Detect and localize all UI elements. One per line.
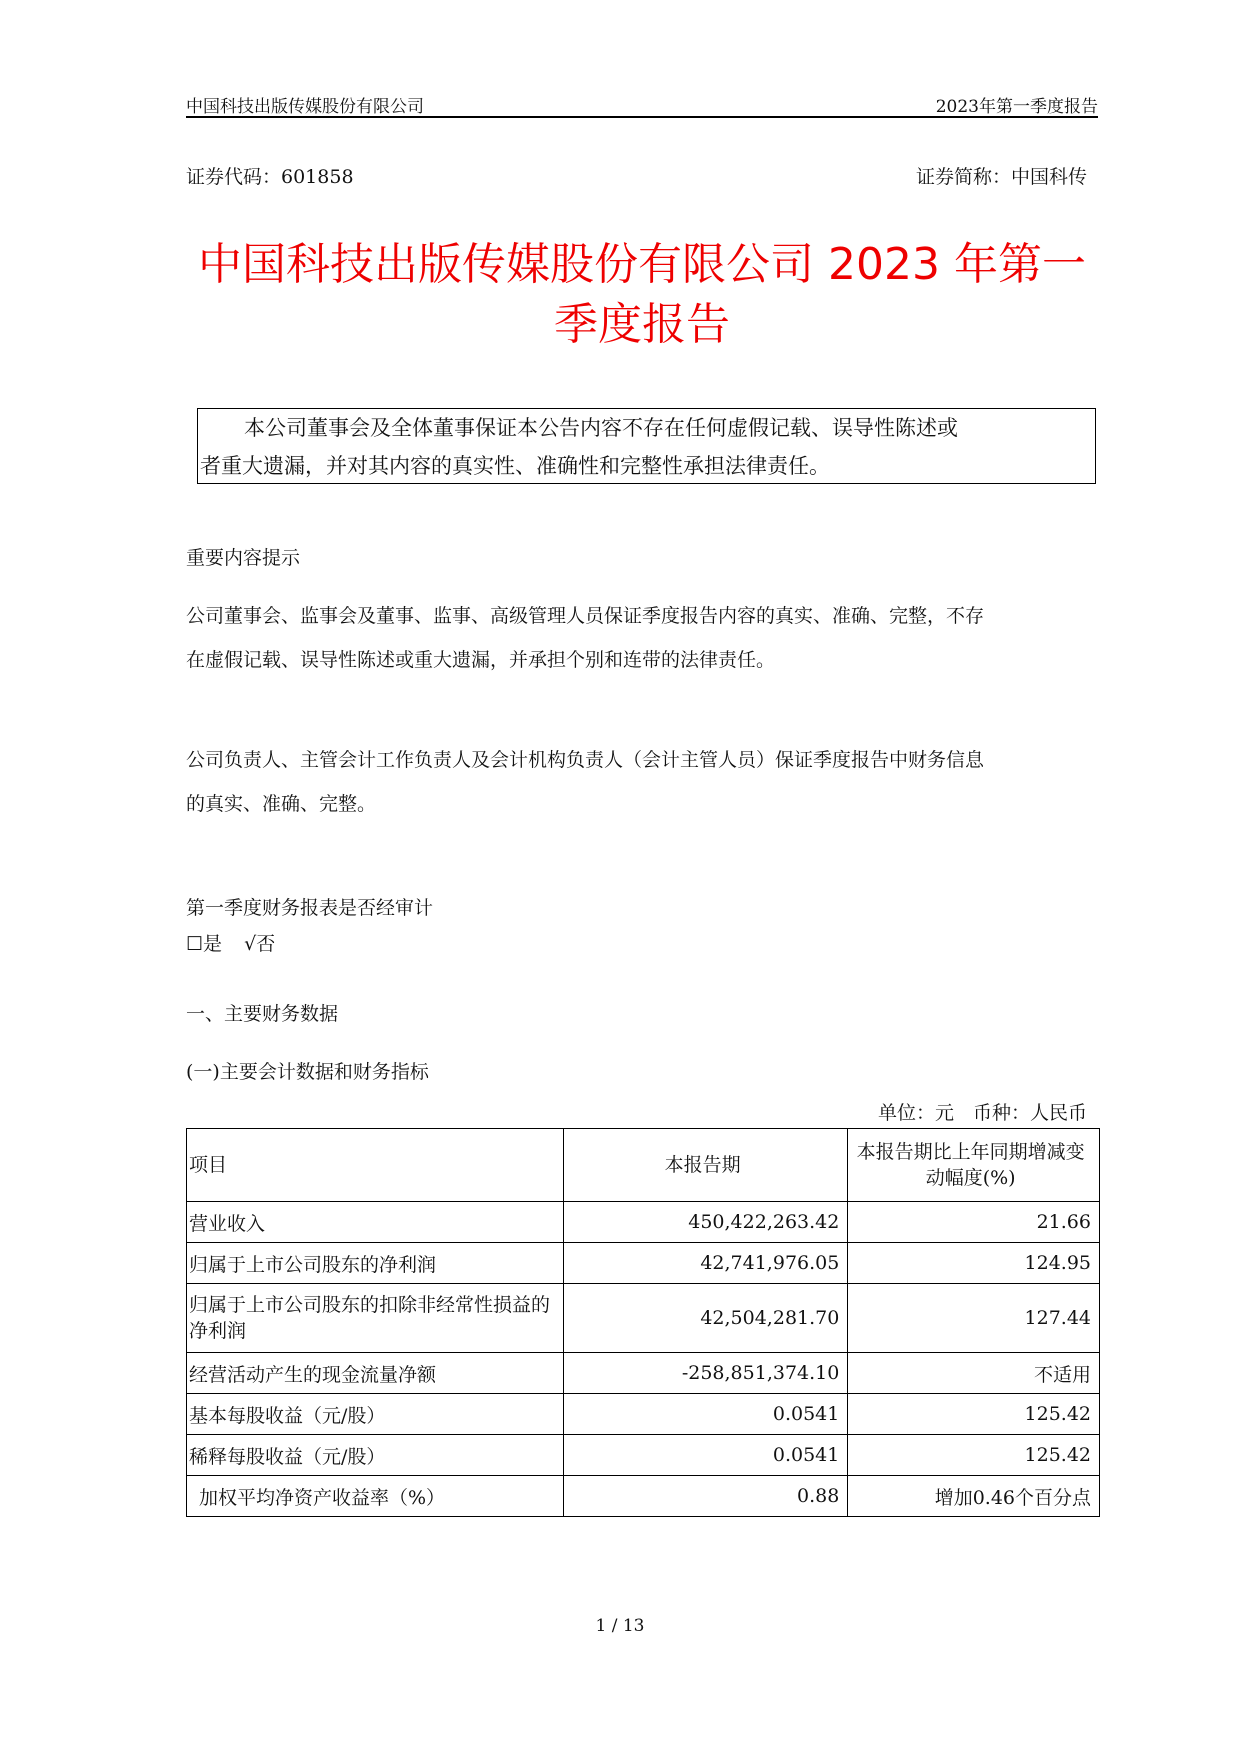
row-item: 归属于上市公司股东的扣除非经常性损益的净利润: [187, 1284, 564, 1353]
important-para-1-line-2: 在虚假记载、误导性陈述或重大遗漏，并承担个别和连带的法律责任。: [186, 649, 776, 671]
important-para-2: [186, 738, 1098, 826]
important-para-2-line-1: 公司负责人、主管会计工作负责人及会计机构负责人（会计主管人员）保证季度报告中财务信息: [186, 749, 985, 771]
important-heading: 重要内容提示: [186, 547, 301, 569]
row-change: 增加0.46个百分点: [848, 1476, 1100, 1517]
table-row: [187, 1476, 1100, 1517]
table-header-row: [187, 1129, 1100, 1202]
header-rule: [186, 116, 1098, 118]
board-notice-box: [197, 408, 1096, 484]
audit-yes-checkbox: ☐: [186, 933, 204, 955]
table-row: [187, 1353, 1100, 1394]
table-row: [187, 1243, 1100, 1284]
row-item: 稀释每股收益（元/股）: [187, 1435, 564, 1476]
row-item: 营业收入: [187, 1202, 564, 1243]
notice-line-2: 者重大遗漏，并对其内容的真实性、准确性和完整性承担法律责任。: [200, 454, 830, 478]
row-change: 125.42: [848, 1435, 1100, 1476]
audit-question: 第一季度财务报表是否经审计: [186, 897, 434, 919]
running-header-report: 2023年第一季度报告: [935, 97, 1098, 117]
table-row: [187, 1202, 1100, 1243]
important-para-1-line-1: 公司董事会、监事会及董事、监事、高级管理人员保证季度报告内容的真实、准确、完整，不存: [186, 605, 985, 627]
title-line-2: 季度报告: [554, 299, 730, 350]
security-code: 证券代码：601858: [186, 166, 354, 188]
row-current: 450,422,263.42: [563, 1202, 847, 1243]
audit-no-label: 否: [256, 933, 276, 955]
running-header-company: 中国科技出版传媒股份有限公司: [186, 97, 424, 117]
section-subheading: (一)主要会计数据和财务指标: [186, 1061, 429, 1083]
row-change: 125.42: [848, 1394, 1100, 1435]
notice-line-1: 本公司董事会及全体董事保证本公告内容不存在任何虚假记载、误导性陈述或: [244, 416, 958, 440]
page-number: 1 / 13: [595, 1616, 645, 1636]
page-title: [186, 235, 1098, 355]
header-item: 项目: [187, 1129, 564, 1202]
security-abbreviation: 证券简称：中国科传: [915, 166, 1087, 188]
row-item: 加权平均净资产收益率（%）: [187, 1476, 564, 1517]
important-para-2-line-2: 的真实、准确、完整。: [186, 793, 377, 815]
row-item: 基本每股收益（元/股）: [187, 1394, 564, 1435]
row-item: 经营活动产生的现金流量净额: [187, 1353, 564, 1394]
header-change: 本报告期比上年同期增减变动幅度(%): [848, 1129, 1100, 1202]
audit-no-check-icon: √: [244, 933, 257, 955]
header-current-period: 本报告期: [563, 1129, 847, 1202]
row-current: 0.88: [563, 1476, 847, 1517]
row-change: 21.66: [848, 1202, 1100, 1243]
row-change: 不适用: [848, 1353, 1100, 1394]
row-current: -258,851,374.10: [563, 1353, 847, 1394]
row-current: 42,741,976.05: [563, 1243, 847, 1284]
important-para-1: [186, 594, 1098, 682]
financial-data-table: [186, 1128, 1100, 1517]
table-row: [187, 1394, 1100, 1435]
row-current: 0.0541: [563, 1435, 847, 1476]
table-row: [187, 1435, 1100, 1476]
row-item: 归属于上市公司股东的净利润: [187, 1243, 564, 1284]
row-change: 127.44: [848, 1284, 1100, 1353]
row-change: 124.95: [848, 1243, 1100, 1284]
audit-options: [186, 922, 1098, 966]
section-heading: 一、主要财务数据: [186, 1003, 339, 1025]
row-current: 0.0541: [563, 1394, 847, 1435]
title-line-1: 中国科技出版传媒股份有限公司 2023 年第一: [198, 239, 1086, 290]
audit-yes-label: 是: [203, 933, 223, 955]
row-current: 42,504,281.70: [563, 1284, 847, 1353]
table-row: [187, 1284, 1100, 1353]
unit-currency-note: 单位：元 币种：人民币: [877, 1102, 1087, 1124]
